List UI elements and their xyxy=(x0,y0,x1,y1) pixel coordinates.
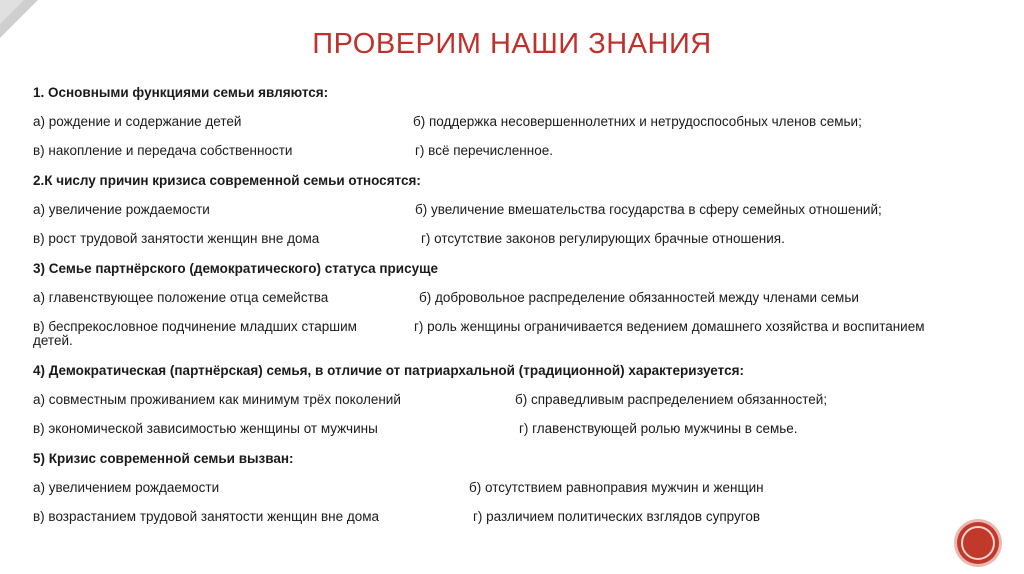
answer-row xyxy=(33,392,993,408)
answer-row xyxy=(33,114,993,130)
answer-option: в) экономической зависимостью женщины от мужчины xyxy=(33,421,378,436)
answer-option: б) справедливым распределением обязанностей; xyxy=(515,392,828,407)
answer-option: а) увеличение рождаемости xyxy=(33,202,210,217)
answer-row xyxy=(33,143,993,159)
answer-option: б) добровольное распределение обязанностей между членами семьи xyxy=(419,290,859,305)
answer-option-continuation: детей. xyxy=(33,333,73,348)
answer-option: г) отсутствие законов регулирующих брачные отношения. xyxy=(421,231,785,246)
answer-option: б) отсутствием равноправия мужчин и женщин xyxy=(469,480,764,495)
answer-option: в) возрастанием трудовой занятости женщин вне дома xyxy=(33,509,380,524)
answer-option: а) увеличением рождаемости xyxy=(33,480,220,495)
question-3: 3) Семье партнёрского (демократического) статуса присуще xyxy=(33,261,439,276)
page-title: ПРОВЕРИМ НАШИ ЗНАНИЯ xyxy=(312,28,712,60)
answer-option: г) роль женщины ограничивается ведением домашнего хозяйства и воспитанием xyxy=(414,319,925,334)
quiz-content xyxy=(33,84,993,538)
question-4: 4) Демократическая (партнёрская) семья, в отличие от патриархальной (традиционной) характеризуется: xyxy=(33,363,744,378)
answer-row xyxy=(33,480,993,496)
question-2: 2.К числу причин кризиса современной семьи относятся: xyxy=(33,173,421,188)
answer-row xyxy=(33,202,993,218)
answer-option: в) рост трудовой занятости женщин вне дома xyxy=(33,231,320,246)
badge-ring xyxy=(961,526,995,560)
slide-badge-icon xyxy=(957,522,999,564)
question-5: 5) Кризис современной семьи вызван: xyxy=(33,451,294,466)
answer-option: в) накопление и передача собственности xyxy=(33,143,293,158)
answer-row xyxy=(33,231,993,247)
answer-option: г) главенствующей ролью мужчины в семье. xyxy=(519,421,798,436)
answer-option: а) рождение и содержание детей xyxy=(33,114,242,129)
answer-option: б) поддержка несовершеннолетних и нетрудоспособных членов семьи; xyxy=(413,114,862,129)
answer-option: в) беспрекословное подчинение младших старшим xyxy=(33,319,357,334)
corner-decoration-inner xyxy=(0,0,24,24)
answer-option: б) увеличение вмешательства государства в сферу семейных отношений; xyxy=(415,202,882,217)
answer-row xyxy=(33,290,993,306)
question-1: 1. Основными функциями семьи являются: xyxy=(33,85,329,100)
answer-row xyxy=(33,319,993,349)
answer-row xyxy=(33,509,993,525)
answer-option: г) всё перечисленное. xyxy=(415,143,553,158)
answer-row xyxy=(33,421,993,437)
answer-option: а) главенствующее положение отца семейства xyxy=(33,290,329,305)
answer-option: а) совместным проживанием как минимум трёх поколений xyxy=(33,392,401,407)
answer-option: г) различием политических взглядов супругов xyxy=(473,509,761,524)
